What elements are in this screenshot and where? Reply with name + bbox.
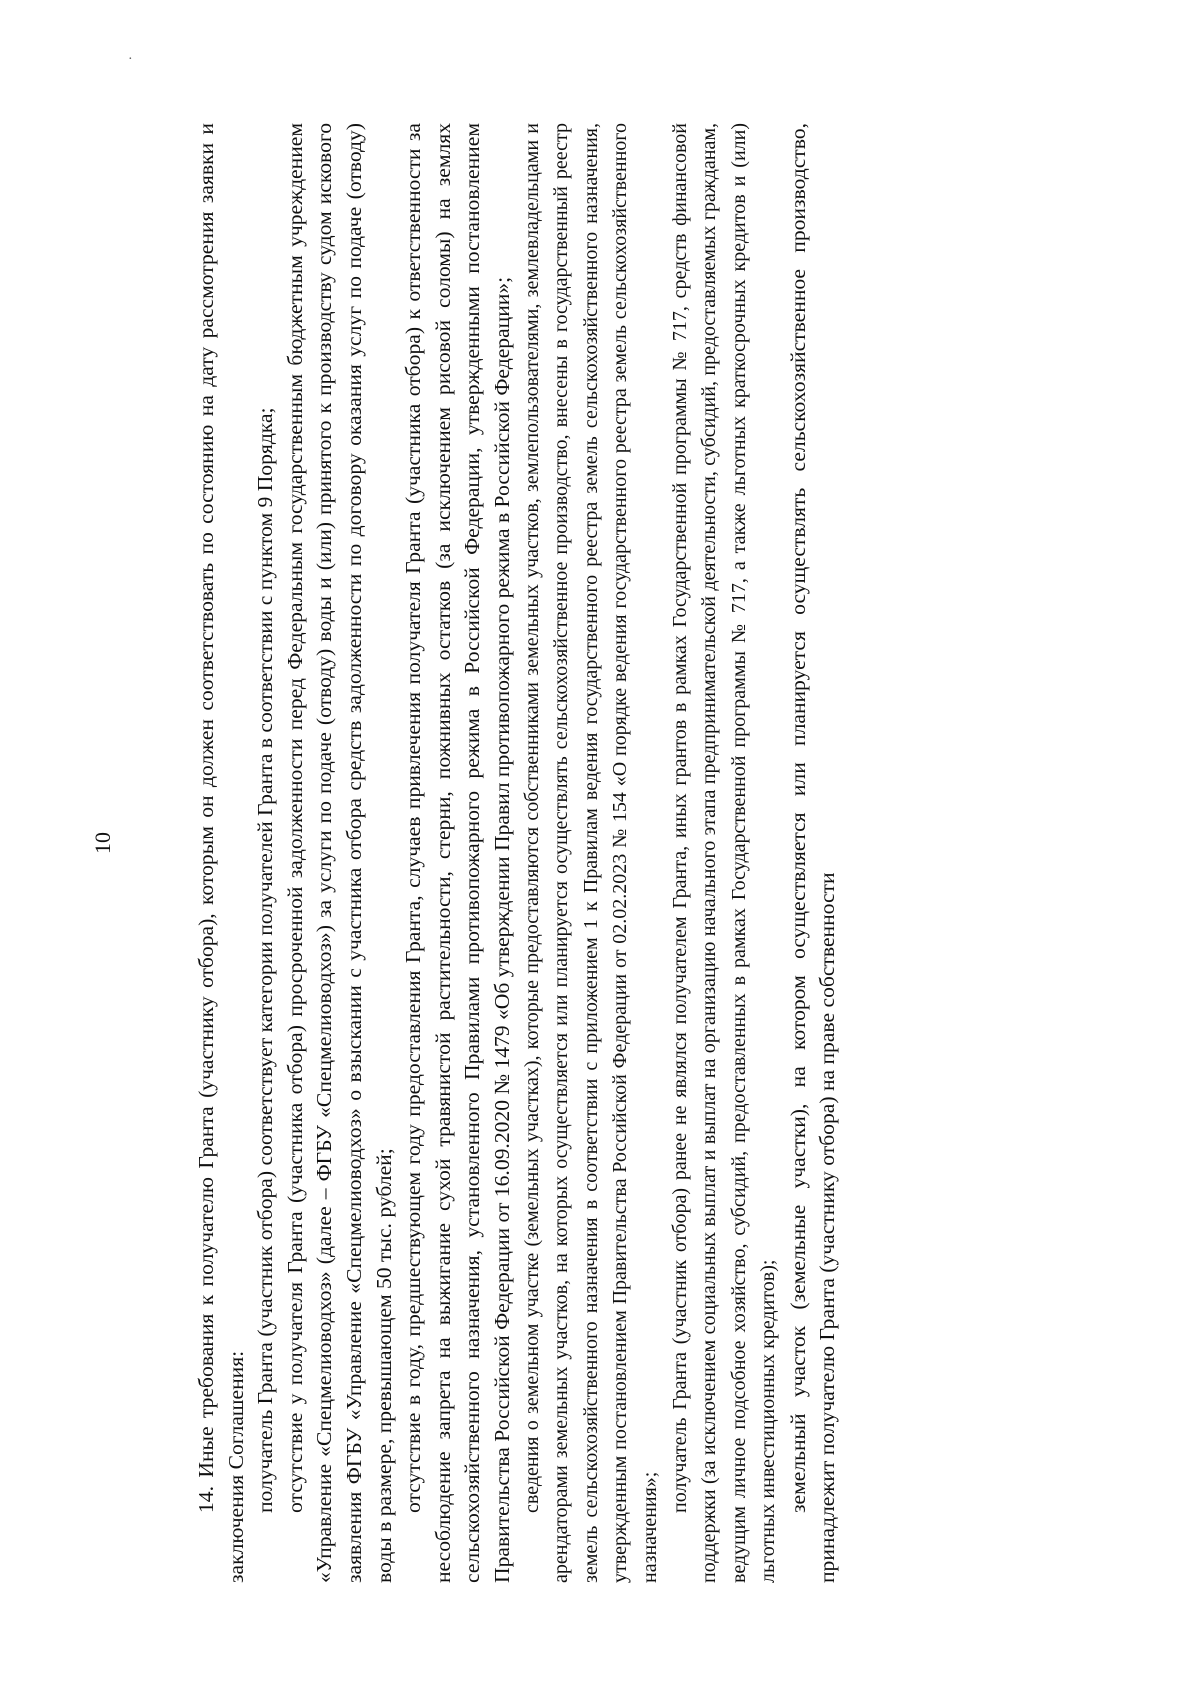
paragraph-land-ownership: земельный участок (земельные участки), на котором осуществляется или планируется осуществлять сельскохозяйственное производство, принадлежит получателю Гранта (участнику отбора) на праве собственности [785,123,840,1583]
paragraph-no-previous-grant: получатель Гранта (участник отбора) ранее не являлся получателем Гранта, иных грантов в рамках Государственной программы № 717, средств финансовой поддержки (за исключением социальных выплат и выплат на организацию начального этапа предпринимательской деятельности, субсидий, предоставляемых гражданам, ведущим личное подсобное хозяйство, субсидий, предоставленных в рамках Государственной программы № 717, а также льготных краткосрочных кредитов и (или) льготных инвестиционных кредитов); [668,123,780,1583]
paragraph-recipient-category: получатель Гранта (участник отбора) соответствует категории получателей Гранта в соответствии с пунктом 9 Порядка; [253,407,278,1513]
paragraph-land-register: сведения о земельном участке (земельных участках), которые предоставляются собственниками земельных участков, землепользователями, землевладельцами и арендаторами земельных участков, на которых осуществляется или планируется осуществлять сельскохозяйственное производство, внесены в государственный реестр земель сельскохозяйственного назначения в соответствии с приложением 1 к Правилам ведения государственного реестра земель сельскохозяйственного назначения, утвержденным постановлением Правительства Российской Федерации от 02.02.2023 № 154 «О порядке ведения государственного реестра земель сельскохозяйственного назначения»; [520,123,661,1583]
rotated-document-body [192,123,1028,1583]
page-number: 10 [90,832,115,854]
paragraph-no-burning: отсутствие в году, предшествующем году предоставления Гранта, случаев привлечения получателя Гранта (участника отбора) к ответственности за несоблюдение запрета на выжигание сухой травянистой растительности, стерни, пожнивных остатков (за исключением рисовой соломы) на землях сельскохозяйственного назначения, установленного Правилами противопожарного режима в Российской Федерации, утвержденными постановлением Правительства Российской Федерации от 16.09.2020 № 1479 «Об утверждении Правил противопожарного режима в Российской Федерации»; [401,123,514,1583]
paragraph-no-debt: отсутствие у получателя Гранта (участника отбора) просроченной задолженности перед Федеральным государственным бюджетным учреждением «Управление «Спецмелиоводхоз» (далее – ФГБУ «Спецмелиоводхоз») за услуги по подаче (отводу) воды и (или) принятого к производству судом искового заявления ФГБУ «Управление «Спецмелиоводхоз» о взыскании с участника отбора средств задолженности по договору оказания услуг по подаче (отводу) воды в размере, превышающем 50 тыс. рублей; [282,123,396,1583]
scan-dot: · [128,52,133,67]
paragraph-item-14: 14. Иные требования к получателю Гранта (участнику отбора), которым он должен соответствовать по состоянию на дату рассмотрения заявки и заключения Соглашения: [194,123,248,1583]
